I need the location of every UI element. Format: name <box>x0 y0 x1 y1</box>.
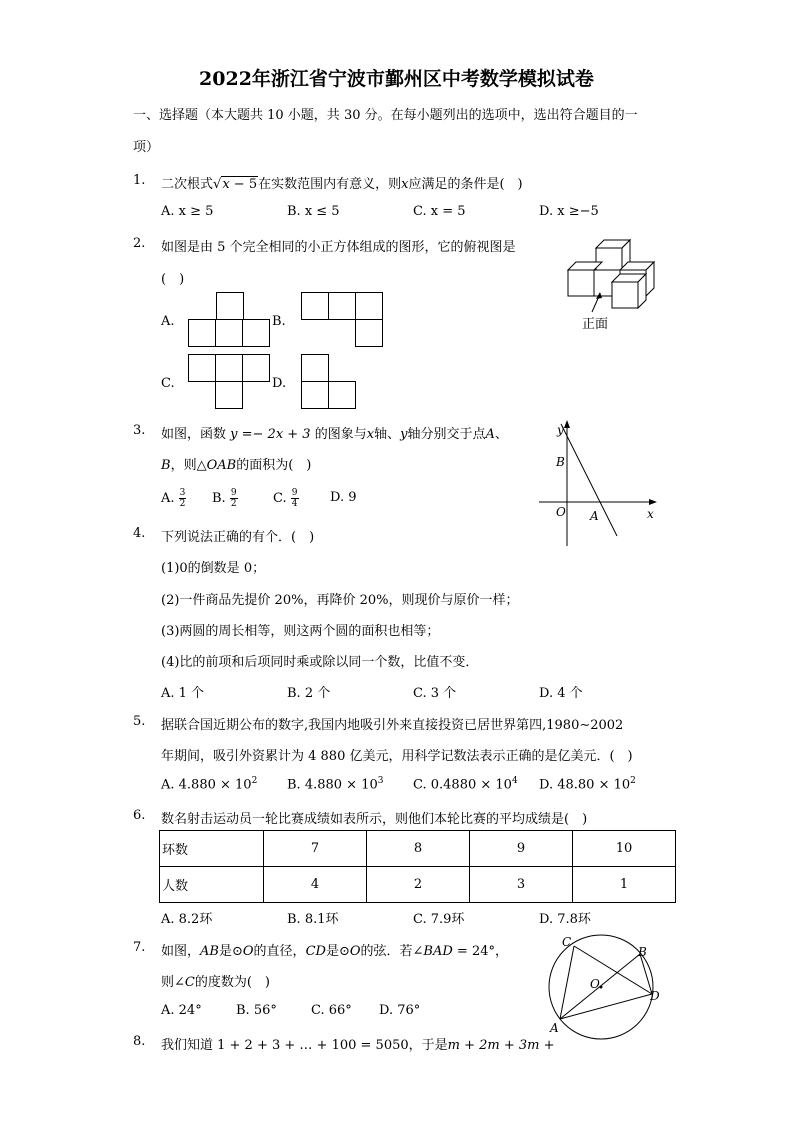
table-cell: 人数 <box>160 867 264 903</box>
q3-option-d[interactable]: D. 9 <box>330 490 357 505</box>
q1-option-d[interactable]: D. x ≥−5 <box>539 204 599 219</box>
q3-text-c: 轴、 <box>374 427 401 442</box>
q3-option-c-label: C. <box>273 491 287 506</box>
grid-square <box>216 292 244 320</box>
q3-text-d: 轴分别交于点 <box>407 427 486 442</box>
graph-label-y: y <box>557 423 564 437</box>
q7-number: 7. <box>133 940 146 955</box>
grid-square <box>215 319 243 347</box>
q3-text-g: 的面积为( ) <box>236 458 312 473</box>
q4-item-1: (1)0的倒数是 0； <box>161 561 266 576</box>
q7-option-c[interactable]: C. 66° <box>311 1003 352 1018</box>
q2-option-b-label[interactable]: B. <box>272 314 286 329</box>
front-label: 正面 <box>582 317 609 332</box>
q3-option-c[interactable] <box>273 488 299 509</box>
q5-number: 5. <box>133 714 146 729</box>
q3-option-c-fraction <box>291 488 299 509</box>
grid-square <box>355 292 383 320</box>
grid-square <box>328 292 356 320</box>
section-heading <box>133 108 673 124</box>
q4-item-3: (3)两圆的周长相等，则这两个圆的面积也相等； <box>161 624 440 639</box>
q8-text-a: 我们知道 1 + 2 + 3 + … + 100 = 5050，于是 <box>161 1038 448 1053</box>
q7-option-a[interactable]: A. 24° <box>161 1003 202 1018</box>
q7-text-g: 则∠ <box>161 975 185 990</box>
q7-text-a: 如图， <box>161 944 201 959</box>
q5-option-b-exp: 3 <box>377 776 384 786</box>
q6-stem: 数名射击运动员一轮比赛成绩如表所示，则他们本轮比赛的平均成绩是( ) <box>161 812 588 827</box>
denominator: 4 <box>291 499 298 509</box>
grid-square <box>301 354 329 382</box>
circle-label-C: C <box>562 935 572 949</box>
q2-option-c-label[interactable]: C. <box>161 376 175 391</box>
q3-OAB: OAB <box>206 458 237 473</box>
q8-number: 8. <box>133 1034 146 1049</box>
q2-option-a-label[interactable]: A. <box>161 314 175 329</box>
q5-option-a-exp: 2 <box>251 776 258 786</box>
q3-stem-line1 <box>161 423 508 442</box>
q6-option-b[interactable]: B. 8.1环 <box>287 912 339 927</box>
q7-O2: O <box>349 944 361 959</box>
numerator: 3 <box>179 488 186 498</box>
graph-label-O: O <box>556 505 566 519</box>
center-point <box>600 986 603 989</box>
q3-option-a-fraction <box>179 488 187 509</box>
table-row <box>160 831 676 867</box>
q5-option-c-text: C. 0.4880 × 10 <box>413 777 512 793</box>
sqrt-icon: √ <box>213 177 222 192</box>
grid-square <box>301 292 329 320</box>
q7-BAD: BAD <box>423 944 453 959</box>
table-cell: 7 <box>264 831 367 867</box>
denominator: 2 <box>179 499 186 509</box>
q2-option-d-label[interactable]: D. <box>272 376 287 391</box>
table-cell: 9 <box>470 831 573 867</box>
q2-stem-line2: ( ) <box>161 272 185 287</box>
q7-stem-line2 <box>161 971 270 990</box>
q1-stem-post: 在实数范围内有意义，则 <box>258 177 402 192</box>
table-cell: 3 <box>470 867 573 903</box>
q6-score-table <box>159 830 676 903</box>
x-axis-arrow-icon <box>649 499 657 505</box>
numerator: 9 <box>291 488 298 498</box>
circle-label-D: D <box>650 989 660 1003</box>
q3-equation: y =− 2x + 3 <box>230 427 311 442</box>
q7-text-d: 是⊙ <box>325 944 350 959</box>
y-axis-arrow-icon <box>564 420 570 428</box>
grid-square <box>188 354 216 382</box>
q7-text-f: = 24°， <box>452 944 508 959</box>
q6-number: 6. <box>133 808 146 823</box>
q4-option-d[interactable]: D. 4 个 <box>539 686 583 701</box>
grid-square <box>215 381 243 409</box>
table-row <box>160 867 676 903</box>
q7-AB: AB <box>200 944 219 959</box>
q1-number: 1. <box>133 173 146 188</box>
chord-AD <box>560 994 652 1019</box>
q3-text-f: ，则 <box>170 458 197 473</box>
q4-stem: 下列说法正确的有个．( ) <box>161 530 315 545</box>
table-cell: 10 <box>573 831 676 867</box>
q7-CD: CD <box>305 944 326 959</box>
q6-option-d[interactable]: D. 7.8环 <box>539 912 591 927</box>
q3-option-a[interactable] <box>161 488 186 509</box>
page-title: 2022年浙江省宁波市鄞州区中考数学模拟试卷 <box>199 68 594 90</box>
q3-x: x <box>366 427 375 442</box>
table-cell: 4 <box>264 867 367 903</box>
cube-face <box>568 270 594 296</box>
q7-text-c: 的直径， <box>253 944 306 959</box>
q5-option-b[interactable] <box>287 776 383 792</box>
q7-text-h: 的度数为( ) <box>194 975 271 990</box>
q3-y: y <box>400 427 408 442</box>
circle-label-A: A <box>550 1021 559 1035</box>
q3-graph <box>535 418 665 548</box>
q5-stem-line2: 年期间，吸引外资累计为 4 880 亿美元，用科学记数法表示正确的是亿美元．( ) <box>161 749 633 764</box>
q3-text-e: 、 <box>494 427 508 442</box>
table-cell: 环数 <box>160 831 264 867</box>
q7-option-b[interactable]: B. 56° <box>236 1003 277 1018</box>
table-cell: 1 <box>573 867 676 903</box>
q6-option-c[interactable]: C. 7.9环 <box>413 912 465 927</box>
grid-square <box>242 319 270 347</box>
q3-option-b-label: B. <box>212 491 226 506</box>
q5-option-c-exp: 4 <box>511 776 518 786</box>
q1-option-a[interactable]: A. x ≥ 5 <box>161 204 214 219</box>
graph-label-B: B <box>556 455 565 469</box>
q2-number: 2. <box>133 236 146 251</box>
triangle-icon: △ <box>196 458 207 473</box>
q3-text-a: 如图，函数 <box>161 427 227 442</box>
q5-option-c[interactable] <box>413 776 518 792</box>
grid-square <box>328 381 356 409</box>
q7-stem-line1 <box>161 940 508 959</box>
q1-stem <box>161 173 523 192</box>
q1-var: x <box>401 177 409 192</box>
grid-square <box>301 381 329 409</box>
q7-text-e: 的弦．若∠ <box>360 944 424 959</box>
table-cell: 2 <box>367 867 470 903</box>
q5-option-a-text: A. 4.880 × 10 <box>161 777 252 793</box>
q7-option-d[interactable]: D. 76° <box>379 1003 421 1018</box>
q3-text-b: 的图象与 <box>314 427 367 442</box>
q3-stem-line2 <box>161 454 311 473</box>
chord-CA <box>560 946 574 1019</box>
q3-number: 3. <box>133 423 146 438</box>
cube-face <box>612 282 638 308</box>
q6-option-a[interactable]: A. 8.2环 <box>161 912 213 927</box>
q3-B: B <box>161 458 171 473</box>
q5-option-d-exp: 2 <box>630 776 636 786</box>
circle-label-O: O <box>590 977 600 991</box>
q7-text-b: 是⊙ <box>218 944 243 959</box>
table-cell: 8 <box>367 831 470 867</box>
grid-square <box>188 319 216 347</box>
q4-item-4: (4)比的前项和后项同时乘或除以同一个数，比值不变． <box>161 655 479 670</box>
q1-option-b[interactable]: B. x ≤ 5 <box>287 204 340 219</box>
q1-radicand-var: x <box>222 177 230 192</box>
grid-square <box>242 354 270 382</box>
circle-label-B: B <box>638 945 647 959</box>
q5-stem-line1: 据联合国近期公布的数字,我国内地吸引外来直接投资已居世界第四,1980∼2002 <box>161 718 624 733</box>
q4-option-b[interactable]: B. 2 个 <box>287 686 331 701</box>
q1-radicand-rest: − 5 <box>229 177 258 192</box>
q7-O: O <box>242 944 254 959</box>
q5-option-d[interactable] <box>539 776 636 792</box>
denominator: 2 <box>230 499 237 509</box>
q3-A: A <box>485 427 495 442</box>
q5-option-b-text: B. 4.880 × 10 <box>287 777 378 793</box>
section-heading-line2: 项） <box>133 140 160 155</box>
q5-option-a[interactable] <box>161 776 257 792</box>
q1-stem-post2: 应满足的条件是( ) <box>408 177 523 192</box>
q2-cube-figure <box>560 232 670 336</box>
section-heading-line1: 一、选择题（本大题共 10 小题，共 30 分。在每小题列出的选项中，选出符合题目的一 <box>133 108 638 123</box>
q8-expr: m + 2m + 3m + <box>447 1038 555 1053</box>
q1-stem-pre: 二次根式 <box>161 177 214 192</box>
q2-stem-line1: 如图是由 5 个完全相同的小正方体组成的图形，它的俯视图是 <box>161 240 516 255</box>
q4-option-c[interactable]: C. 3 个 <box>413 686 457 701</box>
q5-option-d-text: D. 48.80 × 10 <box>539 777 631 793</box>
q3-option-b[interactable] <box>212 488 238 509</box>
q7-circle-figure <box>540 930 670 1040</box>
q3-option-a-label: A. <box>161 491 175 506</box>
q1-radicand <box>221 176 258 192</box>
q3-option-b-fraction <box>230 488 238 509</box>
q4-number: 4. <box>133 526 146 541</box>
q4-item-2: (2)一件商品先提价 20%，再降价 20%，则现价与原价一样； <box>161 593 519 608</box>
q4-option-a[interactable]: A. 1 个 <box>161 686 205 701</box>
q1-option-c[interactable]: C. x = 5 <box>413 204 466 219</box>
function-line <box>561 424 617 536</box>
q7-C: C <box>184 975 195 990</box>
grid-square <box>355 319 383 347</box>
grid-square <box>215 354 243 382</box>
graph-label-A: A <box>590 509 599 523</box>
numerator: 9 <box>230 488 237 498</box>
q8-stem-line1 <box>161 1034 555 1053</box>
graph-label-x: x <box>647 507 654 521</box>
